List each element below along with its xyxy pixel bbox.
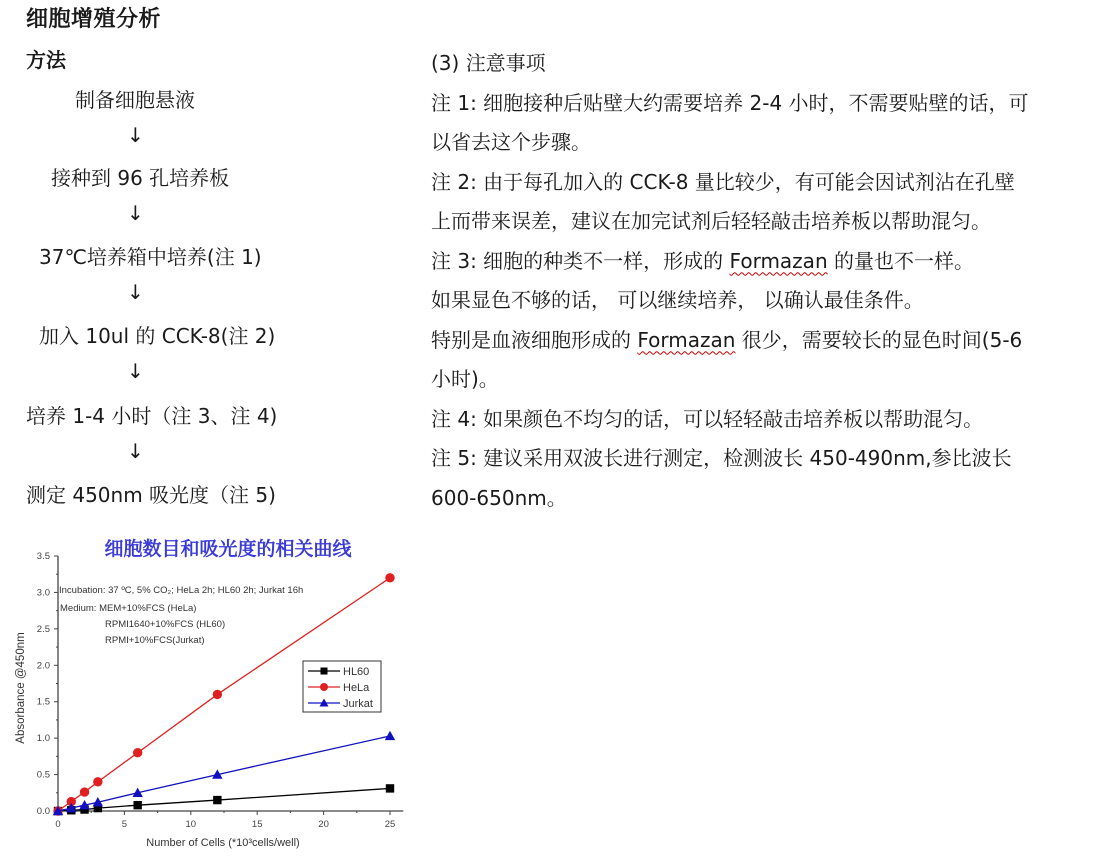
note-line: 特别是血液细胞形成的 Formazan 很少，需要较长的显色时间(5-6 (431, 327, 1023, 352)
svg-text:2.5: 2.5 (36, 623, 50, 635)
note-line: 600-650nm。 (431, 485, 567, 510)
svg-text:20: 20 (318, 819, 329, 830)
note-line: 小时)。 (431, 367, 499, 391)
flow-step: 接种到 96 孔培养板 (51, 166, 230, 190)
svg-text:0.5: 0.5 (36, 769, 50, 781)
legend-item: HL60 (343, 666, 370, 678)
svg-text:1.0: 1.0 (36, 733, 50, 745)
down-arrow-icon: ↓ (127, 201, 144, 225)
down-arrow-icon: ↓ (127, 439, 144, 463)
method-heading: 方法 (26, 48, 66, 72)
chart-title: 细胞数目和吸光度的相关曲线 (104, 538, 352, 560)
note-line: 上而带来误差，建议在加完试剂后轻轻敲击培养板以帮助混匀。 (431, 209, 991, 233)
svg-text:1.5: 1.5 (36, 696, 50, 708)
absorbance-chart (0, 528, 410, 868)
notes-heading: (3) 注意事项 (431, 51, 546, 75)
flow-step: 37℃培养箱中培养(注 1) (39, 245, 262, 269)
note-line: 注 4: 如果颜色不均匀的话，可以轻轻敲击培养板以帮助混匀。 (431, 406, 984, 431)
flow-step: 培养 1-4 小时（注 3、注 4) (26, 404, 278, 428)
note-line: 注 2: 由于每孔加入的 CCK-8 量比较少，有可能会因试剂沾在孔壁 (431, 169, 1015, 194)
series-jurkat (53, 731, 395, 815)
down-arrow-icon: ↓ (127, 280, 144, 304)
flow-step: 加入 10ul 的 CCK-8(注 2) (39, 324, 276, 348)
flow-step: 测定 450nm 吸光度（注 5) (26, 483, 276, 507)
down-arrow-icon: ↓ (127, 359, 144, 383)
annotation-medium: RPMI1640+10%FCS (HL60) (105, 619, 226, 630)
x-axis-label: Number of Cells (*10³cells/well) (146, 837, 300, 849)
flow-step: 制备细胞悬液 (75, 88, 195, 112)
chart-annotations (59, 585, 303, 646)
annotation-medium: RPMI+10%FCS(Jurkat) (105, 635, 205, 646)
svg-text:3.5: 3.5 (36, 551, 50, 562)
chart-legend (303, 661, 381, 712)
notes-section (431, 44, 1111, 518)
svg-text:0: 0 (55, 819, 61, 830)
note-line: 注 3: 细胞的种类不一样，形成的 Formazan 的量也不一样。 (431, 248, 974, 273)
svg-text:25: 25 (384, 819, 396, 830)
svg-text:5: 5 (121, 819, 128, 830)
svg-text:10: 10 (185, 819, 197, 830)
svg-text:3.0: 3.0 (36, 587, 50, 599)
svg-text:0.0: 0.0 (36, 806, 50, 817)
note-line: 注 5: 建议采用双波长进行测定，检测波长 450-490nm,参比波长 (431, 446, 1012, 470)
down-arrow-icon: ↓ (127, 123, 144, 147)
legend-item: HeLa (343, 682, 370, 694)
note-line: 如果显色不够的话， 可以继续培养， 以确认最佳条件。 (431, 288, 924, 312)
y-axis-label: Absorbance @450nm (15, 632, 27, 744)
legend-item: Jurkat (343, 698, 373, 710)
annotation-medium: Medium: MEM+10%FCS (HeLa) (60, 603, 197, 614)
note-line: 注 1: 细胞接种后贴壁大约需要培养 2-4 小时，不需要贴壁的话，可 (431, 90, 1029, 115)
svg-text:15: 15 (251, 819, 263, 830)
annotation-incubation: Incubation: 37 ºC, 5% CO₂; HeLa 2h; HL60 2h; Jurkat 16h (59, 585, 304, 596)
note-line: 以省去这个步骤。 (431, 130, 591, 154)
svg-text:2.0: 2.0 (36, 660, 50, 672)
page-title: 细胞增殖分析 (26, 7, 162, 32)
